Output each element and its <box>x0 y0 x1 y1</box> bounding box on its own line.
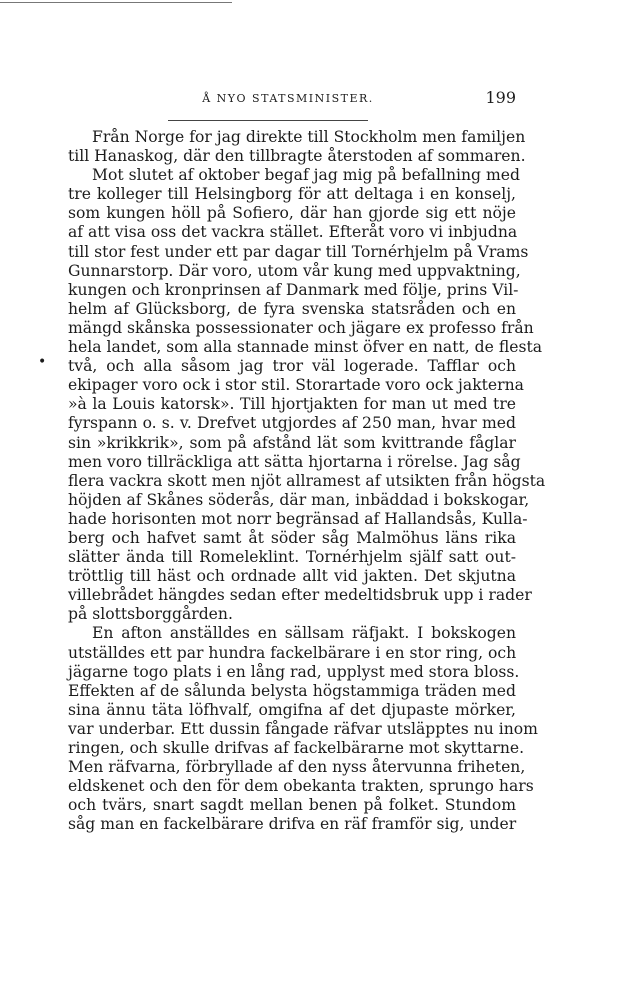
text-line: En afton anställdes en sällsam räfjakt. I bokskogen <box>92 624 516 643</box>
text-line: slätter ända till Romeleklint. Tornérhjelm själf satt out- <box>68 548 516 567</box>
text-line: som kungen höll på Sofiero, där han gjorde sig ett nöje <box>68 204 516 223</box>
text-line: var underbar. Ett dussin fångade räfvar utsläpptes nu inom <box>68 719 538 738</box>
text-line: till Hanaskog, där den tillbragte återstoden af sommaren. <box>68 147 526 166</box>
text-line: två, och alla såsom jag tror väl logerade. Tafflar och <box>68 357 516 376</box>
text-line: hela landet, som alla stannade minst öfver en natt, de flesta <box>68 338 543 357</box>
running-title: Å NYO STATSMINISTER. <box>202 92 374 105</box>
text-line: höjden af Skånes söderås, där man, inbäddad i bokskogar, <box>68 490 530 509</box>
text-line: till stor fest under ett par dagar till Tornérhjelm på Vrams <box>68 242 529 261</box>
text-line: kungen och kronprinsen af Danmark med följe, prins Vil- <box>68 280 519 299</box>
text-line: ringen, och skulle drifvas af fackelbärarne mot skyttarne. <box>68 739 525 757</box>
top-edge-rule <box>0 2 232 3</box>
text-line: på slottsborggården. <box>68 605 233 624</box>
text-line: utställdes ett par hundra fackelbärare i en stor ring, och <box>68 643 517 662</box>
text-line: tröttlig till häst och ordnade allt vid jakten. Det skjutna <box>68 567 516 586</box>
header-rule <box>168 120 368 121</box>
text-line: Mot slutet af oktober begaf jag mig på befallning med <box>92 166 520 185</box>
text-line: Från Norge for jag direkte till Stockholm men familjen <box>92 128 526 146</box>
text-line: helm af Glücksborg, de fyra svenska statsråden och en <box>68 299 516 318</box>
text-line: flera vackra skott men njöt allramest af utsikten från högsta <box>68 471 546 490</box>
text-line: sina ännu täta löfhvalf, omgifna af det djupaste mörker, <box>68 700 516 719</box>
text-line: hade horisonten mot norr begränsad af Hallandsås, Kulla- <box>68 509 528 528</box>
text-line: men voro tillräckliga att sätta hjortarna i rörelse. Jag såg <box>68 452 521 471</box>
text-line: Gunnarstorp. Där voro, utom vår kung med uppvaktning, <box>68 261 521 280</box>
text-line: villebrådet hängdes sedan efter medeltidsbruk upp i rader <box>68 586 532 605</box>
text-line: fyrspann o. s. v. Drefvet utgjordes af 250 man, hvar med <box>68 414 516 433</box>
text-line: sin »krikkrik», som på afstånd lät som kvittrande fåglar <box>68 433 516 452</box>
text-line: tre kolleger till Helsingborg för att deltaga i en konselj, <box>68 185 516 204</box>
text-line: Men räfvarna, förbryllade af den nyss återvunna friheten, <box>68 758 526 777</box>
text-line: ekipager voro ock i stor stil. Storartade voro ock jakterna <box>68 376 524 395</box>
text-line: Effekten af de sålunda belysta högstammiga träden med <box>68 681 516 700</box>
text-line: af att visa oss det vackra stället. Efteråt voro vi inbjudna <box>68 223 518 242</box>
margin-mark: • <box>38 354 47 370</box>
text-line: såg man en fackelbärare drifva en räf framför sig, under <box>68 815 517 834</box>
text-line: eldskenet och den för dem obekanta trakten, sprungo hars <box>68 777 534 796</box>
page-header <box>60 88 516 112</box>
body-text <box>68 128 546 834</box>
text-line: jägarne togo plats i en lång rad, upplyst med stora bloss. <box>68 662 520 681</box>
text-line: berg och hafvet samt åt söder såg Malmöhus läns rika <box>68 528 516 547</box>
text-line: och tvärs, snart sagdt mellan benen på folket. Stundom <box>68 796 516 815</box>
text-line: »à la Louis katorsk». Till hjortjakten for man ut med tre <box>68 395 516 414</box>
page-number: 199 <box>485 88 516 107</box>
text-line: mängd skånska possessionater och jägare ex professo från <box>68 318 534 337</box>
